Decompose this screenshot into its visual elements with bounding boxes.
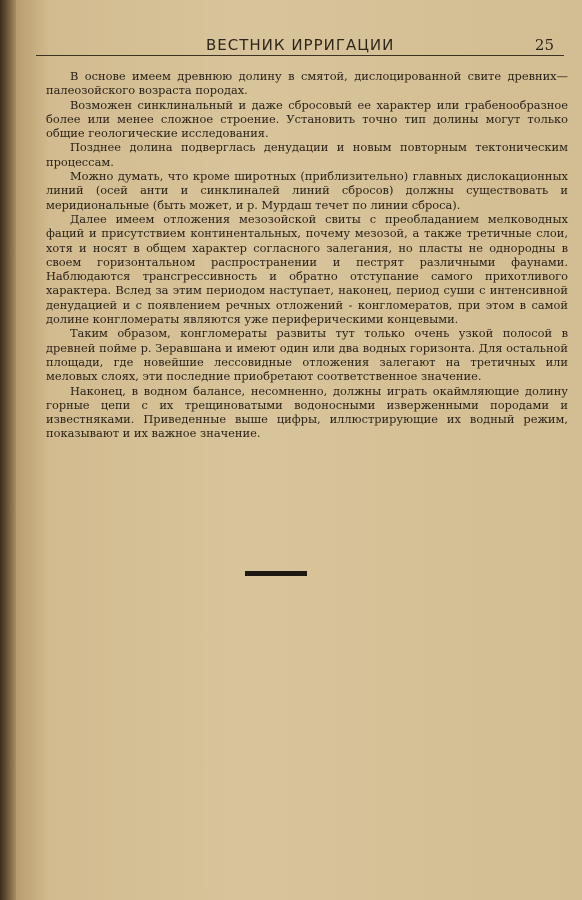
header-rule: [36, 55, 564, 56]
page-number: 25: [534, 36, 554, 54]
paragraph: Можно думать, что кроме широтных (приблизительно) главных дислокационных линий (осей анти и синклиналей линий сбросов) должны существовать и меридиональные (быть может, и р. Мурдаш течет по линии сброса).: [46, 169, 568, 212]
paragraph: Возможен синклинальный и даже сбросовый ее характер или грабенообразное более или менее сложное строение. Установить точно тип долины могут только общие геологические исследования.: [46, 97, 568, 141]
book-spine-shadow: [0, 0, 16, 900]
journal-page: [16, 0, 582, 900]
paragraph: Таким образом, конгломераты развиты тут только очень узкой полосой в древней пойме р. Зеравшана и имеют один или два водных горизонта. Для остальной площади, где новейшие лессовидные отложения залегают на третичных или меловых слоях, эти последние приобретают соответственное значение.: [46, 326, 568, 384]
paragraph: Наконец, в водном балансе, несомненно, должны играть окаймляющие долину горные цепи с их трещиноватыми водоносными изверженными породами и известняками. Приведенные выше цифры, иллюстрирующие их водный режим, показывают и их важное значение.: [46, 383, 568, 441]
paragraph: Далее имеем отложения мезозойской свиты с преобладанием мелководных фаций и присутствием континентальных, почему мезозой, а также третичные слои, хотя и носят в общем характер согласного залегания, но пласты не однородны в своем горизонтальном распространении и пестрят различными фаунами. Наблюдаются трансгрессивность и обратно отступание самого прихотливого характера. Вслед за этим периодом наступает, наконец, период суши с интенсивной денудацией и с появлением речных отложений - конгломератов, при этом в самой долине конгломераты являются уже периферическими концевыми.: [46, 211, 568, 327]
article-body: [46, 69, 568, 441]
journal-title: ВЕСТНИК ИРРИГАЦИИ: [206, 36, 395, 54]
section-end-ornament: [245, 571, 307, 576]
paragraph: Позднее долина подверглась денудации и новым повторным тектоническим процессам.: [46, 140, 568, 169]
paragraph: В основе имеем древнюю долину в смятой, дислоцированной свите древних—палеозойского возраста породах.: [46, 69, 568, 98]
running-header: [196, 36, 556, 56]
